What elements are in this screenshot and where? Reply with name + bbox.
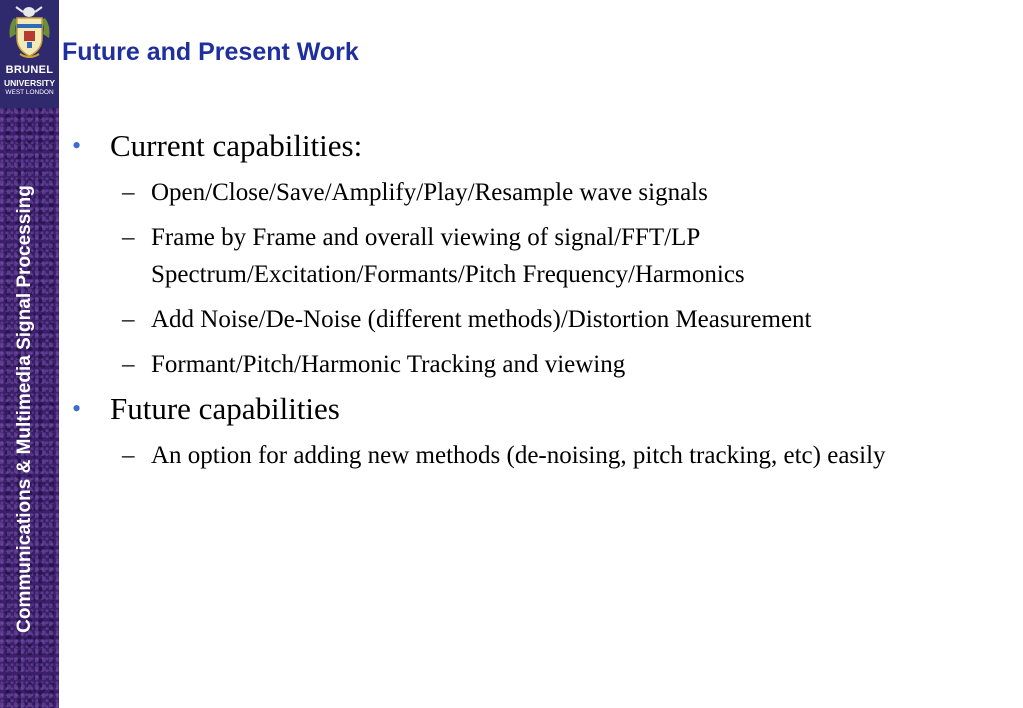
bullet-future-capabilities [72, 389, 972, 429]
sub-bullet-text: Frame by Frame and overall viewing of signal/FFT/LP Spectrum/Excitation/Formants/Pitch Frequency/Harmonics [151, 224, 745, 288]
sidebar [0, 0, 59, 708]
sidebar-vertical-label: Communications & Multimedia Signal Processing [14, 185, 35, 633]
sub-bullet-text: Open/Close/Save/Amplify/Play/Resample wave signals [151, 179, 708, 206]
logo-university: UNIVERSITY [3, 78, 55, 88]
crest-icon [6, 4, 53, 62]
bullet-icon: • [72, 394, 82, 423]
bullet-icon: • [72, 131, 82, 160]
bullet-current-capabilities [72, 126, 972, 166]
dash-icon: – [122, 224, 135, 251]
dash-icon: – [122, 442, 135, 469]
dash-icon: – [122, 306, 135, 333]
sub-bullet [72, 174, 972, 211]
logo-name: BRUNEL [5, 64, 54, 76]
dash-icon: – [122, 351, 135, 378]
dash-icon: – [122, 179, 135, 206]
bullet-text: Future capabilities [110, 391, 340, 426]
sub-bullet-text: An option for adding new methods (de-noising, pitch tracking, etc) easily [151, 442, 886, 469]
sub-bullet [72, 346, 972, 383]
sub-bullet-text: Formant/Pitch/Harmonic Tracking and viewing [151, 351, 626, 378]
bullet-text: Current capabilities: [110, 128, 363, 163]
sub-bullet-text: Add Noise/De-Noise (different methods)/Distortion Measurement [151, 306, 812, 333]
slide-title: Future and Present Work [62, 38, 359, 66]
logo-location: WEST LONDON [5, 89, 54, 96]
brunel-logo [0, 0, 59, 108]
slide-content [72, 124, 972, 474]
sub-bullet [72, 219, 972, 293]
sub-bullet [72, 437, 972, 474]
sub-bullet [72, 301, 972, 338]
